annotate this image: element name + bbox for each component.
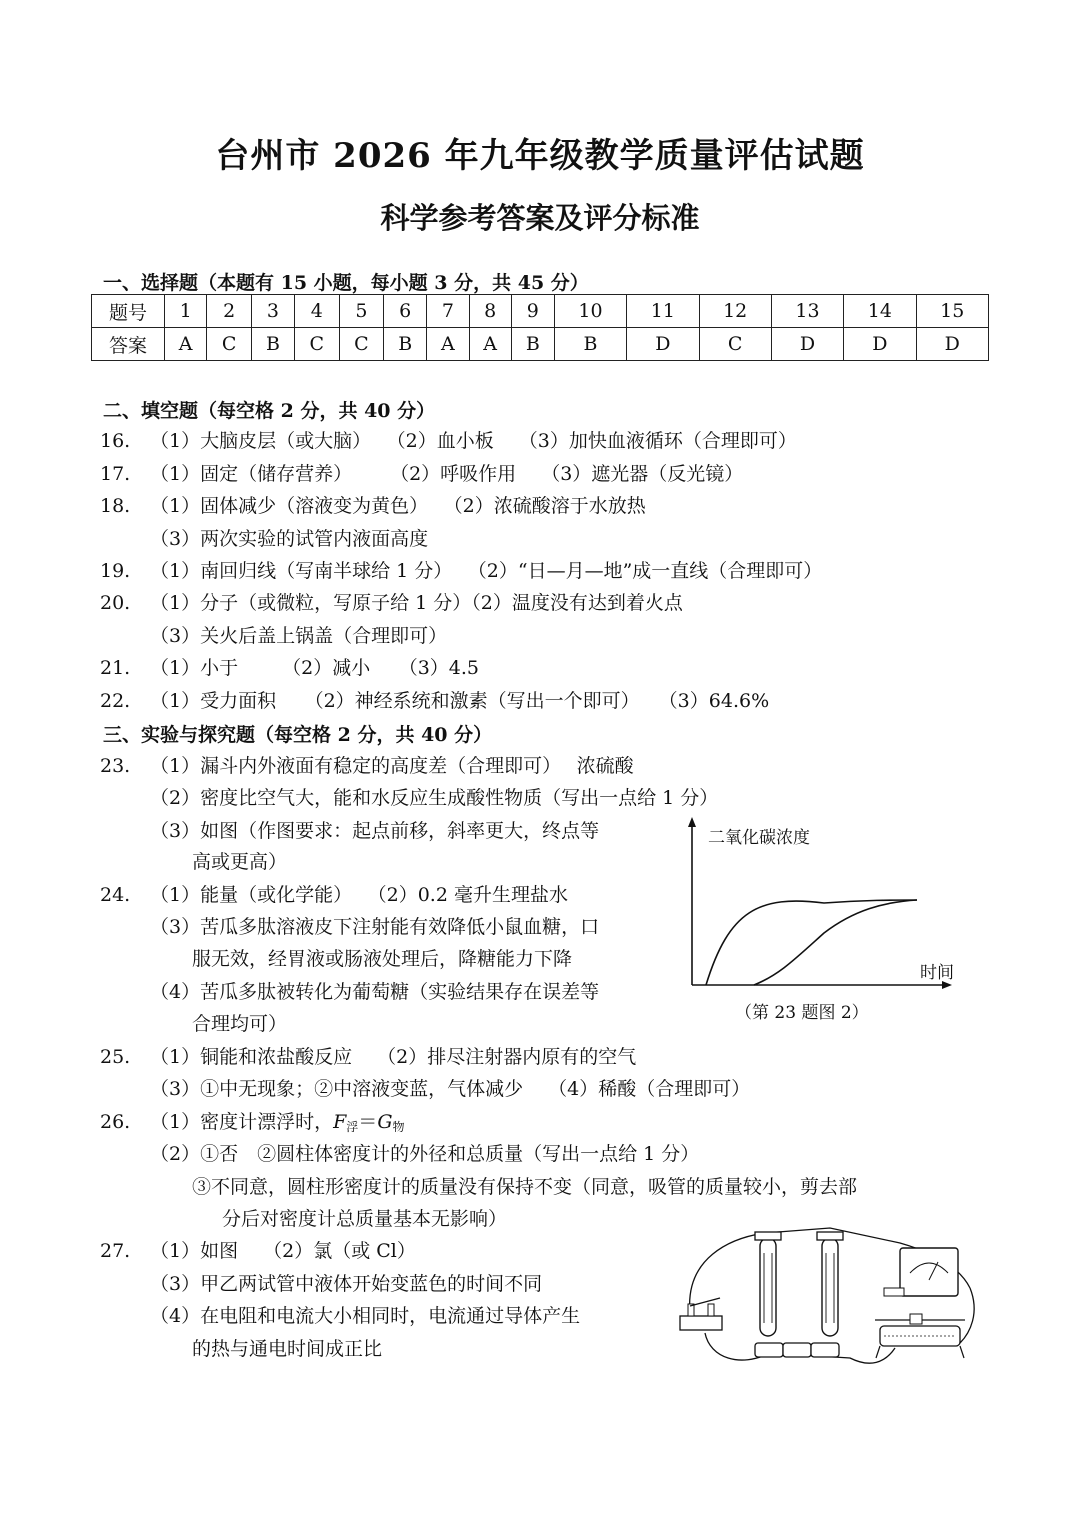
question-number-cell: 14 bbox=[844, 295, 916, 328]
battery-2 bbox=[783, 1343, 811, 1357]
wire-right bbox=[960, 1288, 974, 1343]
answer-table bbox=[91, 294, 989, 361]
q25-part1: （1）铜能和浓盐酸反应 （2）排尽注射器内原有的空气 bbox=[150, 1046, 637, 1068]
question-number-cell: 10 bbox=[554, 295, 626, 328]
ammeter bbox=[900, 1248, 958, 1296]
y-axis-arrow bbox=[688, 817, 696, 827]
row-header-answer: 答案 bbox=[92, 328, 165, 361]
formula-equals: ＝ bbox=[358, 1111, 378, 1133]
q20-answer: （1）分子（或微粒，写原子给 1 分）（2）温度没有达到着火点 bbox=[150, 592, 683, 614]
q17-number: 17. bbox=[100, 463, 131, 485]
table-row-answers bbox=[92, 328, 989, 361]
q21-answer: （1）小于 （2）减小 （3）4.5 bbox=[150, 657, 480, 679]
switch bbox=[680, 1316, 722, 1330]
question-number-cell: 7 bbox=[427, 295, 469, 328]
question-number-cell: 3 bbox=[251, 295, 294, 328]
q27-part4: （4）在电阻和电流大小相同时，电流通过导体产生 bbox=[150, 1305, 581, 1327]
formula-g-sub: 物 bbox=[392, 1120, 405, 1134]
battery-3 bbox=[811, 1343, 839, 1357]
figure23-graph bbox=[684, 815, 954, 995]
question-number-cell: 12 bbox=[699, 295, 771, 328]
question-number-cell: 9 bbox=[511, 295, 554, 328]
answer-cell: B bbox=[554, 328, 626, 361]
q18-number: 18. bbox=[100, 495, 131, 517]
q26-number: 26. bbox=[100, 1111, 131, 1133]
formula-f: F bbox=[333, 1111, 347, 1133]
answer-cell: D bbox=[916, 328, 988, 361]
q24-part4: （4）苦瓜多肽被转化为葡萄糖（实验结果存在误差等 bbox=[150, 981, 600, 1003]
answer-cell: B bbox=[251, 328, 294, 361]
q27-part3: （3）甲乙两试管中液体开始变蓝色的时间不同 bbox=[150, 1273, 543, 1295]
q18-answer: （1）固体减少（溶液变为黄色） （2）浓硫酸溶于水放热 bbox=[150, 495, 646, 517]
question-number-cell: 8 bbox=[469, 295, 511, 328]
q20-answer-2: （3）关火后盖上锅盖（合理即可） bbox=[150, 625, 448, 647]
q20-number: 20. bbox=[100, 592, 131, 614]
q22-number: 22. bbox=[100, 690, 131, 712]
question-number-cell: 5 bbox=[339, 295, 384, 328]
answer-cell: D bbox=[627, 328, 699, 361]
question-number-cell: 1 bbox=[165, 295, 207, 328]
question-number-cell: 2 bbox=[207, 295, 252, 328]
formula-f-sub: 浮 bbox=[346, 1120, 359, 1134]
formula-g: G bbox=[377, 1111, 393, 1133]
answer-cell: C bbox=[339, 328, 384, 361]
q26-part1-text: （1）密度计漂浮时， bbox=[150, 1111, 334, 1133]
test-tube-left-cap bbox=[755, 1232, 781, 1240]
q24-number: 24. bbox=[100, 884, 131, 906]
answer-cell: A bbox=[427, 328, 469, 361]
q16-answer: （1）大脑皮层（或大脑） （2）血小板 （3）加快血液循环（合理即可） bbox=[150, 430, 797, 452]
q27-part4-cont: 的热与通电时间成正比 bbox=[192, 1338, 383, 1360]
table-row-numbers bbox=[92, 295, 989, 328]
q26-part2: （2）①否 ②圆柱体密度计的外径和总质量（写出一点给 1 分） bbox=[150, 1143, 700, 1165]
x-axis-arrow bbox=[942, 981, 952, 989]
page-subtitle: 科学参考答案及评分标准 bbox=[380, 201, 700, 235]
battery-1 bbox=[755, 1343, 783, 1357]
q23-number: 23. bbox=[100, 755, 131, 777]
q24-part3-cont: 服无效，经胃液或肠液处理后，降糖能力下降 bbox=[192, 948, 573, 970]
q21-number: 21. bbox=[100, 657, 131, 679]
question-number-cell: 13 bbox=[771, 295, 843, 328]
q19-answer: （1）南回归线（写南半球给 1 分） （2）“日—月—地”成一直线（合理即可） bbox=[150, 560, 823, 582]
question-number-cell: 11 bbox=[627, 295, 699, 328]
figure23-xlabel: 时间 bbox=[920, 963, 954, 983]
q17-answer: （1）固定（储存营养） （2）呼吸作用 （3）遮光器（反光镜） bbox=[150, 463, 744, 485]
q16-number: 16. bbox=[100, 430, 131, 452]
q24-part4-cont: 合理均可） bbox=[192, 1013, 288, 1035]
page-title: 台州市 2026 年九年级教学质量评估试题 bbox=[215, 136, 865, 176]
q23-part3: （3）如图（作图要求：起点前移，斜率更大，终点等 bbox=[150, 820, 600, 842]
section3-heading: 三、实验与探究题（每空格 2 分，共 40 分） bbox=[103, 724, 493, 746]
question-number-cell: 4 bbox=[294, 295, 339, 328]
q23-part2: （2）密度比空气大，能和水反应生成酸性物质（写出一点给 1 分） bbox=[150, 787, 719, 809]
section1-heading: 一、选择题（本题有 15 小题，每小题 3 分，共 45 分） bbox=[103, 272, 589, 294]
figure23-caption: （第 23 题图 2） bbox=[735, 1003, 869, 1023]
q26-part1 bbox=[150, 1109, 405, 1140]
q18-answer-2: （3）两次实验的试管内液面高度 bbox=[150, 528, 429, 550]
section2-heading: 二、填空题（每空格 2 分，共 40 分） bbox=[103, 400, 436, 422]
curve-original bbox=[754, 900, 917, 985]
q23-part3-cont: 高或更高） bbox=[192, 851, 288, 873]
test-tube-right-cap bbox=[817, 1232, 843, 1240]
row-header-number: 题号 bbox=[92, 295, 165, 328]
q26-part3: ③不同意，圆柱形密度计的质量没有保持不变（同意，吸管的质量较小，剪去部 bbox=[192, 1176, 858, 1198]
q24-part3: （3）苦瓜多肽溶液皮下注射能有效降低小鼠血糖，口 bbox=[150, 916, 600, 938]
answer-cell: A bbox=[469, 328, 511, 361]
answer-cell: C bbox=[699, 328, 771, 361]
answer-cell: B bbox=[511, 328, 554, 361]
answer-cell: B bbox=[384, 328, 427, 361]
question-number-cell: 6 bbox=[384, 295, 427, 328]
test-tube-left bbox=[760, 1238, 776, 1336]
q25-number: 25. bbox=[100, 1046, 131, 1068]
figure27-circuit bbox=[670, 1218, 990, 1378]
answer-cell: D bbox=[771, 328, 843, 361]
q27-number: 27. bbox=[100, 1240, 131, 1262]
answer-cell: D bbox=[844, 328, 916, 361]
question-number-cell: 15 bbox=[916, 295, 988, 328]
q26-part3-cont: 分后对密度计总质量基本无影响） bbox=[222, 1208, 508, 1230]
figure23-ylabel: 二氧化碳浓度 bbox=[708, 828, 810, 848]
q19-number: 19. bbox=[100, 560, 131, 582]
answer-cell: C bbox=[207, 328, 252, 361]
q22-answer: （1）受力面积 （2）神经系统和激素（写出一个即可） （3）64.6% bbox=[150, 690, 770, 712]
q25-part2: （3）①中无现象；②中溶液变蓝，气体减少 （4）稀酸（合理即可） bbox=[150, 1078, 751, 1100]
answer-cell: C bbox=[294, 328, 339, 361]
q24-part1: （1）能量（或化学能） （2）0.2 毫升生理盐水 bbox=[150, 884, 568, 906]
answer-cell: A bbox=[165, 328, 207, 361]
q27-part1: （1）如图 （2）氯（或 Cl） bbox=[150, 1240, 416, 1262]
q23-part1: （1）漏斗内外液面有稳定的高度差（合理即可） 浓硫酸 bbox=[150, 755, 634, 777]
curve-new bbox=[706, 900, 917, 985]
test-tube-right bbox=[822, 1238, 838, 1336]
